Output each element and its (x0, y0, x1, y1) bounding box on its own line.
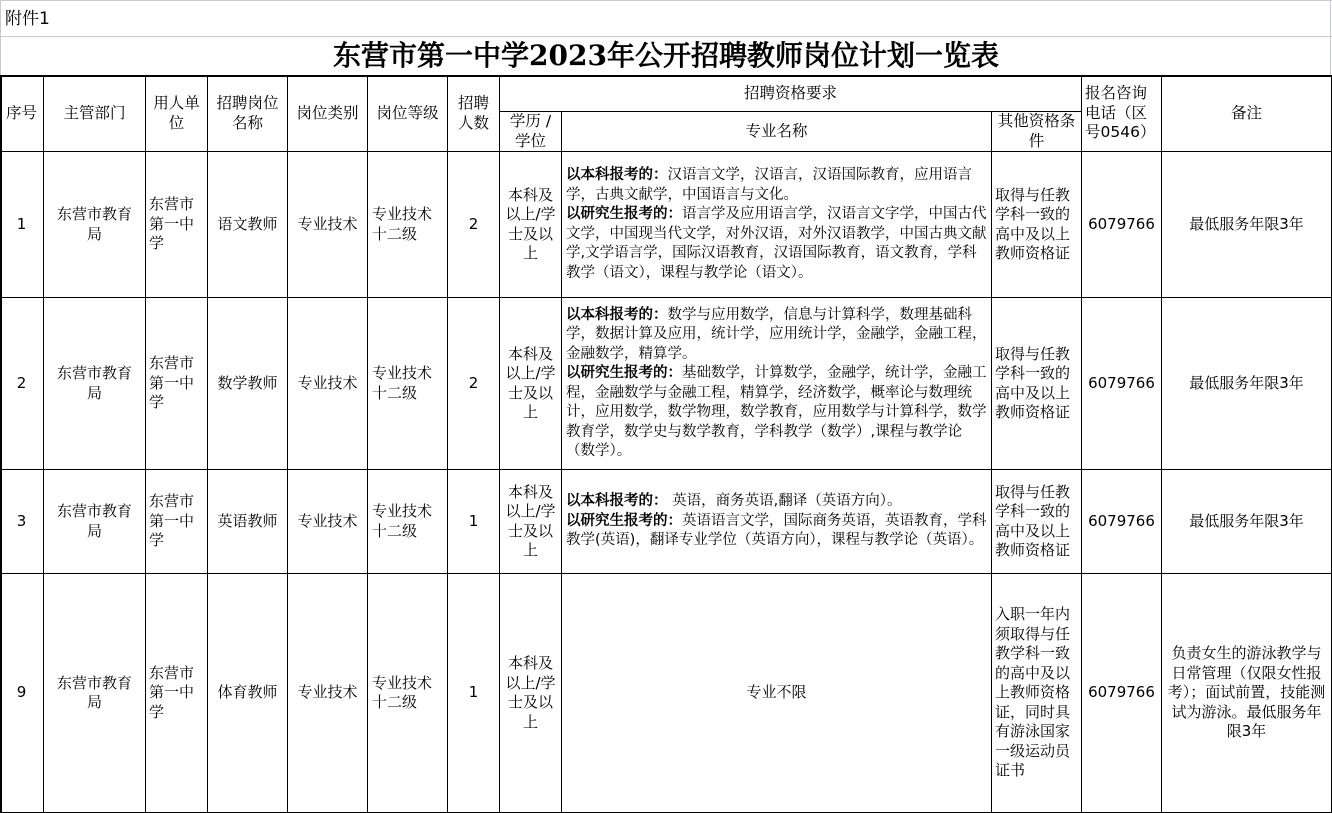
header-requirements-group (500, 76, 1082, 112)
cell-education (500, 298, 562, 470)
education-text: 本科及以上/学士及以上 (505, 344, 556, 421)
header-level (368, 76, 448, 152)
postgrad-label: 以研究生报考的： (566, 512, 682, 529)
unit-text: 东营市第一中学 (149, 663, 195, 721)
cell-other (992, 574, 1082, 813)
phone-text: 6079766 (1088, 511, 1155, 530)
position-text: 英语教师 (217, 511, 278, 530)
cell-position (208, 574, 288, 813)
phone-text: 6079766 (1088, 683, 1155, 702)
cell-category (288, 574, 368, 813)
cell-major (562, 152, 992, 298)
count-text: 1 (468, 683, 479, 702)
category-text: 专业技术 (297, 511, 358, 530)
header-level-label: 岗位等级 (376, 103, 439, 122)
count-text: 2 (468, 373, 479, 392)
cell-phone (1082, 470, 1162, 574)
cell-unit (146, 574, 208, 813)
header-unit-label: 用人单位 (153, 94, 200, 132)
header-note-label: 备注 (1230, 103, 1262, 122)
cell-other (992, 298, 1082, 470)
postgrad-label: 以研究生报考的： (566, 206, 682, 222)
cell-unit (146, 152, 208, 298)
cell-seq (0, 298, 44, 470)
category-text: 专业技术 (297, 683, 358, 702)
cell-seq (0, 470, 44, 574)
count-text: 2 (468, 214, 479, 233)
major-text (566, 306, 987, 462)
cell-dept (44, 298, 146, 470)
cell-note (1162, 152, 1332, 298)
header-phone (1082, 76, 1162, 152)
cell-count (448, 298, 500, 470)
note-text: 负责女生的游泳教学与日常管理（仅限女性报考）；面试前置，技能测试为游泳。最低服务年限3年 (1167, 644, 1326, 741)
major-text (566, 166, 987, 283)
unit-text: 东营市第一中学 (149, 354, 195, 412)
header-category-label: 岗位类别 (296, 103, 359, 122)
cell-education (500, 470, 562, 574)
seq-text: 1 (16, 214, 27, 233)
cell-note (1162, 470, 1332, 574)
cell-level (368, 298, 448, 470)
cell-phone (1082, 152, 1162, 298)
other-text: 取得与任教学科一致的高中及以上教师资格证 (995, 482, 1071, 559)
level-text: 专业技术十二级 (372, 205, 433, 243)
header-education (500, 112, 562, 152)
education-text: 本科及以上/学士及以上 (505, 482, 556, 559)
other-text: 取得与任教学科一致的高中及以上教师资格证 (995, 185, 1071, 262)
seq-text: 9 (16, 683, 27, 702)
level-text: 专业技术十二级 (372, 364, 433, 402)
cell-level (368, 152, 448, 298)
count-text: 1 (468, 511, 479, 530)
seq-text: 2 (16, 373, 27, 392)
other-text: 取得与任教学科一致的高中及以上教师资格证 (995, 344, 1071, 421)
category-text: 专业技术 (297, 373, 358, 392)
header-dept (44, 76, 146, 152)
undergrad-label: 以本科报考的： (566, 493, 668, 510)
cell-count (448, 152, 500, 298)
cell-count (448, 470, 500, 574)
major-text (566, 492, 987, 551)
note-text: 最低服务年限3年 (1189, 373, 1304, 392)
header-education-label: 学历 / 学位 (509, 112, 552, 150)
header-count-label: 招聘人数 (457, 94, 489, 132)
header-phone-label: 报名咨询电话（区号0546） (1085, 84, 1156, 142)
cell-other (992, 470, 1082, 574)
header-major (562, 112, 992, 152)
cell-note (1162, 298, 1332, 470)
cell-count (448, 574, 500, 813)
phone-text: 6079766 (1088, 214, 1155, 233)
sheet-gridline (0, 0, 1332, 1)
header-note (1162, 76, 1332, 152)
attachment-label: 附件1 (5, 9, 50, 29)
cell-education (500, 574, 562, 813)
postgrad-majors: 语言学及应用语言学，汉语言文字学，中国古代文学，中国现当代文学，对外汉语，对外汉语教学，中国古典文献学,文学语言学，国际汉语教育，汉语国际教育，语文教育，学科教学（语文），课程与教学论（语文）。 (566, 206, 987, 281)
category-text: 专业技术 (297, 214, 358, 233)
undergrad-label: 以本科报考的： (566, 306, 668, 323)
header-dept-label: 主管部门 (63, 103, 126, 122)
cell-other (992, 152, 1082, 298)
postgrad-majors: 基础数学，计算数学，金融学，统计学，金融工程，金融数学与金融工程，精算学，经济数学，概率论与数理统计，应用数学，数学物理，数学教育，应用数学与计算科学，数学教育学，数学史与数学教育，学科教学（数学）,课程与教学论（数学）。 (566, 365, 987, 459)
cell-category (288, 298, 368, 470)
undergrad-majors: 汉语言文学，汉语言，汉语国际教育，应用语言学，古典文献学，中国语言与文化。 (566, 167, 972, 203)
cell-level (368, 574, 448, 813)
major-text: 专业不限 (746, 683, 807, 702)
position-text: 体育教师 (217, 683, 278, 702)
education-text: 本科及以上/学士及以上 (505, 185, 556, 262)
header-position (208, 76, 288, 152)
cell-unit (146, 470, 208, 574)
cell-position (208, 152, 288, 298)
sheet-gridline (0, 36, 1332, 37)
cell-unit (146, 298, 208, 470)
header-other-label: 其他资格条件 (997, 112, 1076, 150)
dept-text: 东营市教育局 (56, 502, 132, 540)
unit-text: 东营市第一中学 (149, 195, 195, 253)
header-category (288, 76, 368, 152)
dept-text: 东营市教育局 (56, 205, 132, 243)
header-count (448, 76, 500, 152)
education-text: 本科及以上/学士及以上 (505, 654, 556, 731)
header-requirements-label: 招聘资格要求 (743, 83, 837, 102)
cell-category (288, 470, 368, 574)
cell-phone (1082, 574, 1162, 813)
phone-text: 6079766 (1088, 373, 1155, 392)
dept-text: 东营市教育局 (56, 673, 132, 711)
unit-text: 东营市第一中学 (149, 492, 195, 550)
postgrad-label: 以研究生报考的： (566, 365, 682, 381)
cell-category (288, 152, 368, 298)
level-text: 专业技术十二级 (372, 502, 433, 540)
cell-position (208, 298, 288, 470)
cell-education (500, 152, 562, 298)
cell-seq (0, 152, 44, 298)
header-position-label: 招聘岗位名称 (216, 94, 279, 132)
cell-position (208, 470, 288, 574)
cell-level (368, 470, 448, 574)
note-text: 最低服务年限3年 (1189, 214, 1304, 233)
header-other (992, 112, 1082, 152)
cell-dept (44, 152, 146, 298)
seq-text: 3 (16, 511, 27, 530)
undergrad-majors: 数学与应用数学，信息与计算科学，数理基础科学，数据计算及应用，统计学，应用统计学，金融学，金融工程，金融数学，精算学。 (566, 306, 987, 362)
dept-text: 东营市教育局 (56, 364, 132, 402)
header-major-label: 专业名称 (745, 121, 808, 140)
cell-major (562, 470, 992, 574)
note-text: 最低服务年限3年 (1189, 511, 1304, 530)
position-text: 语文教师 (217, 214, 278, 233)
header-seq (0, 76, 44, 152)
cell-dept (44, 574, 146, 813)
other-text: 入职一年内须取得与任教学科一致的高中及以上教师资格证，同时具有游泳国家一级运动员证书 (995, 605, 1071, 780)
undergrad-label: 以本科报考的： (566, 167, 668, 183)
cell-dept (44, 470, 146, 574)
position-text: 数学教师 (217, 373, 278, 392)
header-unit (146, 76, 208, 152)
postgrad-majors: 英语语言文学，国际商务英语，英语教育，学科教学(英语)，翻译专业学位（英语方向），课程与教学论（英语）。 (566, 512, 987, 549)
cell-major (562, 574, 992, 813)
cell-seq (0, 574, 44, 813)
page-title: 东营市第一中学2023年公开招聘教师岗位计划一览表 (333, 39, 999, 72)
undergrad-majors: 英语，商务英语,翻译（英语方向）。 (667, 493, 902, 510)
cell-note (1162, 574, 1332, 813)
cell-phone (1082, 298, 1162, 470)
cell-major (562, 298, 992, 470)
level-text: 专业技术十二级 (372, 673, 433, 711)
header-seq-label: 序号 (5, 103, 37, 122)
